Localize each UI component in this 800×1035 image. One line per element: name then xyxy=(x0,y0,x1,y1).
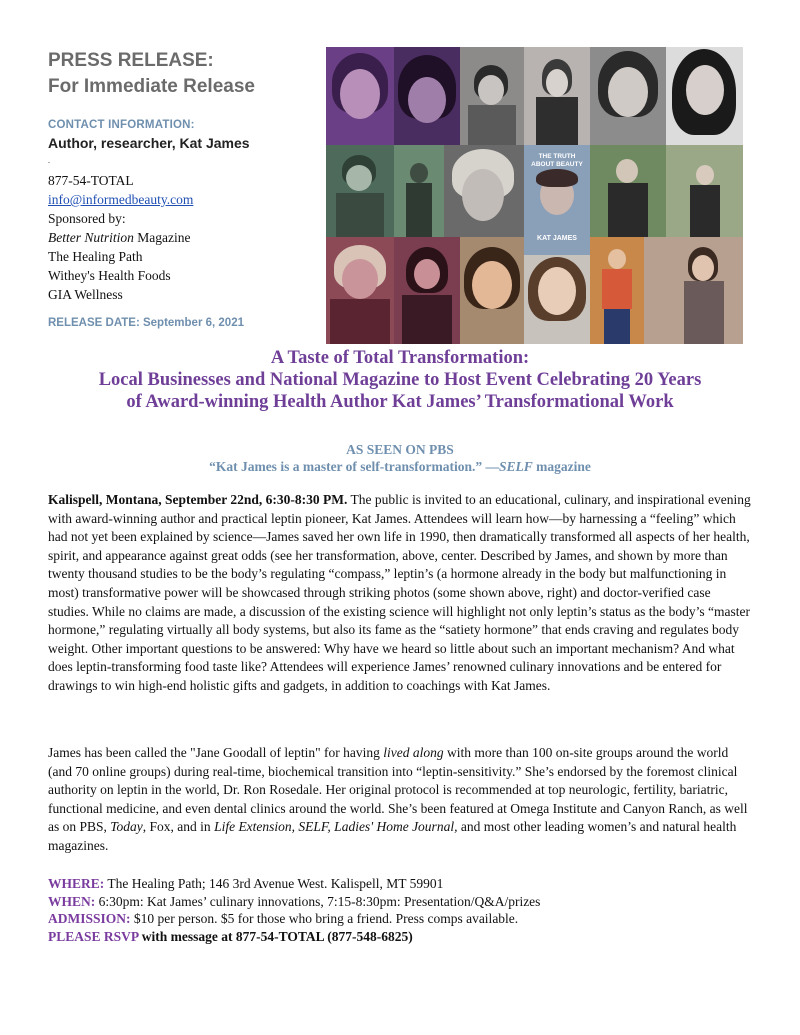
collage-photo xyxy=(590,47,666,145)
when-line xyxy=(48,893,540,911)
collage-photo xyxy=(524,47,590,145)
event-lead: Kalispell, Montana, September 22nd, 6:30-8:30 PM. xyxy=(48,492,348,507)
collage-photo xyxy=(590,145,666,237)
as-seen-on-pbs: AS SEEN ON PBS xyxy=(346,442,454,457)
collage-photo xyxy=(590,237,644,344)
email-link[interactable]: info@informedbeauty.com xyxy=(48,192,194,207)
photo-collage xyxy=(326,47,743,344)
press-release-line: PRESS RELEASE: xyxy=(48,50,214,71)
headline xyxy=(40,347,760,413)
collage-photo xyxy=(394,47,460,145)
sponsor-magazine-name: Better Nutrition xyxy=(48,230,134,245)
headline-line: of Award-winning Health Author Kat James’ Transformational Work xyxy=(126,392,674,412)
collage-photo xyxy=(326,47,394,145)
where-value: The Healing Path; 146 3rd Avenue West. Kalispell, MT 59901 xyxy=(104,876,444,891)
collage-photo xyxy=(666,145,743,237)
sponsor-healing-path: The Healing Path xyxy=(48,249,143,264)
bio-text: with more than 100 on-site groups around the world (and 70 online groups) during real-time, biochemical transition into “leptin-sensitivity.” She’s endorsed by the foremost clinical authority on leptin in the world, Dr. Ron Rosedale. Her original protocol is recommended at top neurologic, fertility, bariatric, functional medicine, and even dental clinics around the world. She’s been featured at Omega Institute and Canyon Ranch, as well as on PBS, xyxy=(48,745,748,835)
contact-heading: CONTACT INFORMATION: xyxy=(48,119,195,131)
admission-value: $10 per person. $5 for those who bring a friend. Press comps available. xyxy=(130,911,519,926)
sponsor-better-nutrition xyxy=(48,228,193,247)
bio-italic: lived along xyxy=(383,745,444,760)
event-details xyxy=(48,875,540,945)
body-paragraph-event xyxy=(48,491,754,696)
bio-italic: Today xyxy=(110,819,143,835)
book-cover xyxy=(524,145,590,255)
bio-italic: Life Extension, SELF, Ladies' Home Journal, xyxy=(214,819,458,835)
collage-photo xyxy=(394,145,444,237)
sponsor-magazine-suffix: Magazine xyxy=(133,230,191,245)
event-body: The public is invited to an educational, culinary, and inspirational evening with award-winning author and practical leptin pioneer, Kat James. Attendees will learn how—by harnessing a “feeling” which had not yet been explained by science—James saved her own life in 1990, then dramatically transformed all aspects of her health, spirit, and appearance against great odds (see her transformation, above, center. Described by James, and shown by more than twenty thousand studies to be the body’s regulating “compass,” leptin’s (a hormone already in the body but malfunctioning in most) transformative power will be showcased through striking photos (some shown above, right) and doctor-verified case studies. While no claims are made, a discussion of the existing science will highlight not only leptin’s status as the body’s “master hormone,” regulating virtually all body systems, but also its fame as the “satiety hormone” that ends craving and regulates body weight. Other important questions to be answered: Why have we heard so little about such an important mechanism? And what does leptin-transforming food taste like? Attendees will experience James’ renowned culinary innovations and be entered for drawings to win high-end holistic gifts and gadgets, in addition to coachings with Kat James. xyxy=(48,492,751,693)
dot-mark: . xyxy=(48,156,50,165)
admission-label: ADMISSION: xyxy=(48,911,131,926)
collage-photo xyxy=(460,47,524,145)
contact-name: Author, researcher, Kat James xyxy=(48,135,250,151)
book-title: THE TRUTH ABOUT BEAUTY xyxy=(531,153,583,168)
bio-text: James has been called the "Jane Goodall of leptin" for having xyxy=(48,745,384,760)
collage-photo xyxy=(394,237,460,344)
sponsor-witheys: Withey's Health Foods xyxy=(48,268,171,283)
collage-photo xyxy=(326,237,394,344)
press-release-title xyxy=(48,48,255,100)
quote-suffix: magazine xyxy=(532,459,591,474)
quote-text: “Kat James is a master of self-transformation.” — xyxy=(209,459,500,474)
admission-line xyxy=(48,910,540,928)
contact-details xyxy=(48,171,193,304)
collage-photo xyxy=(444,145,524,237)
collage-photo xyxy=(666,47,743,145)
release-date: RELEASE DATE: September 6, 2021 xyxy=(48,317,244,329)
where-line xyxy=(48,875,540,893)
collage-photo xyxy=(524,255,590,344)
bio-text: , Fox, and in xyxy=(142,819,215,835)
self-quote xyxy=(40,459,760,475)
phone-number: 877-54-TOTAL xyxy=(48,173,134,188)
where-label: WHERE: xyxy=(48,876,105,891)
book-author: KAT JAMES xyxy=(537,235,577,242)
headline-line: A Taste of Total Transformation: xyxy=(270,348,530,368)
rsvp-value: with message at 877-54-TOTAL (877-548-6825) xyxy=(138,928,413,944)
immediate-release-line: For Immediate Release xyxy=(48,76,255,97)
sponsored-by-label: Sponsored by: xyxy=(48,211,126,226)
headline-line: Local Businesses and National Magazine to Host Event Celebrating 20 Years xyxy=(98,370,702,390)
collage-photo xyxy=(460,237,524,344)
bio-text: and most other leading women’s and natural health magazines. xyxy=(48,819,737,853)
collage-photo xyxy=(326,145,394,237)
rsvp-line xyxy=(48,928,540,946)
sponsor-gia-wellness: GIA Wellness xyxy=(48,287,123,302)
collage-photo xyxy=(644,237,743,344)
rsvp-label: PLEASE RSVP xyxy=(48,928,139,944)
quote-source: SELF xyxy=(499,459,533,474)
when-label: WHEN: xyxy=(48,893,96,909)
when-value: 6:30pm: Kat James’ culinary innovations, 7:15-8:30pm: Presentation/Q&A/prizes xyxy=(95,893,541,909)
body-paragraph-bio xyxy=(48,744,754,856)
